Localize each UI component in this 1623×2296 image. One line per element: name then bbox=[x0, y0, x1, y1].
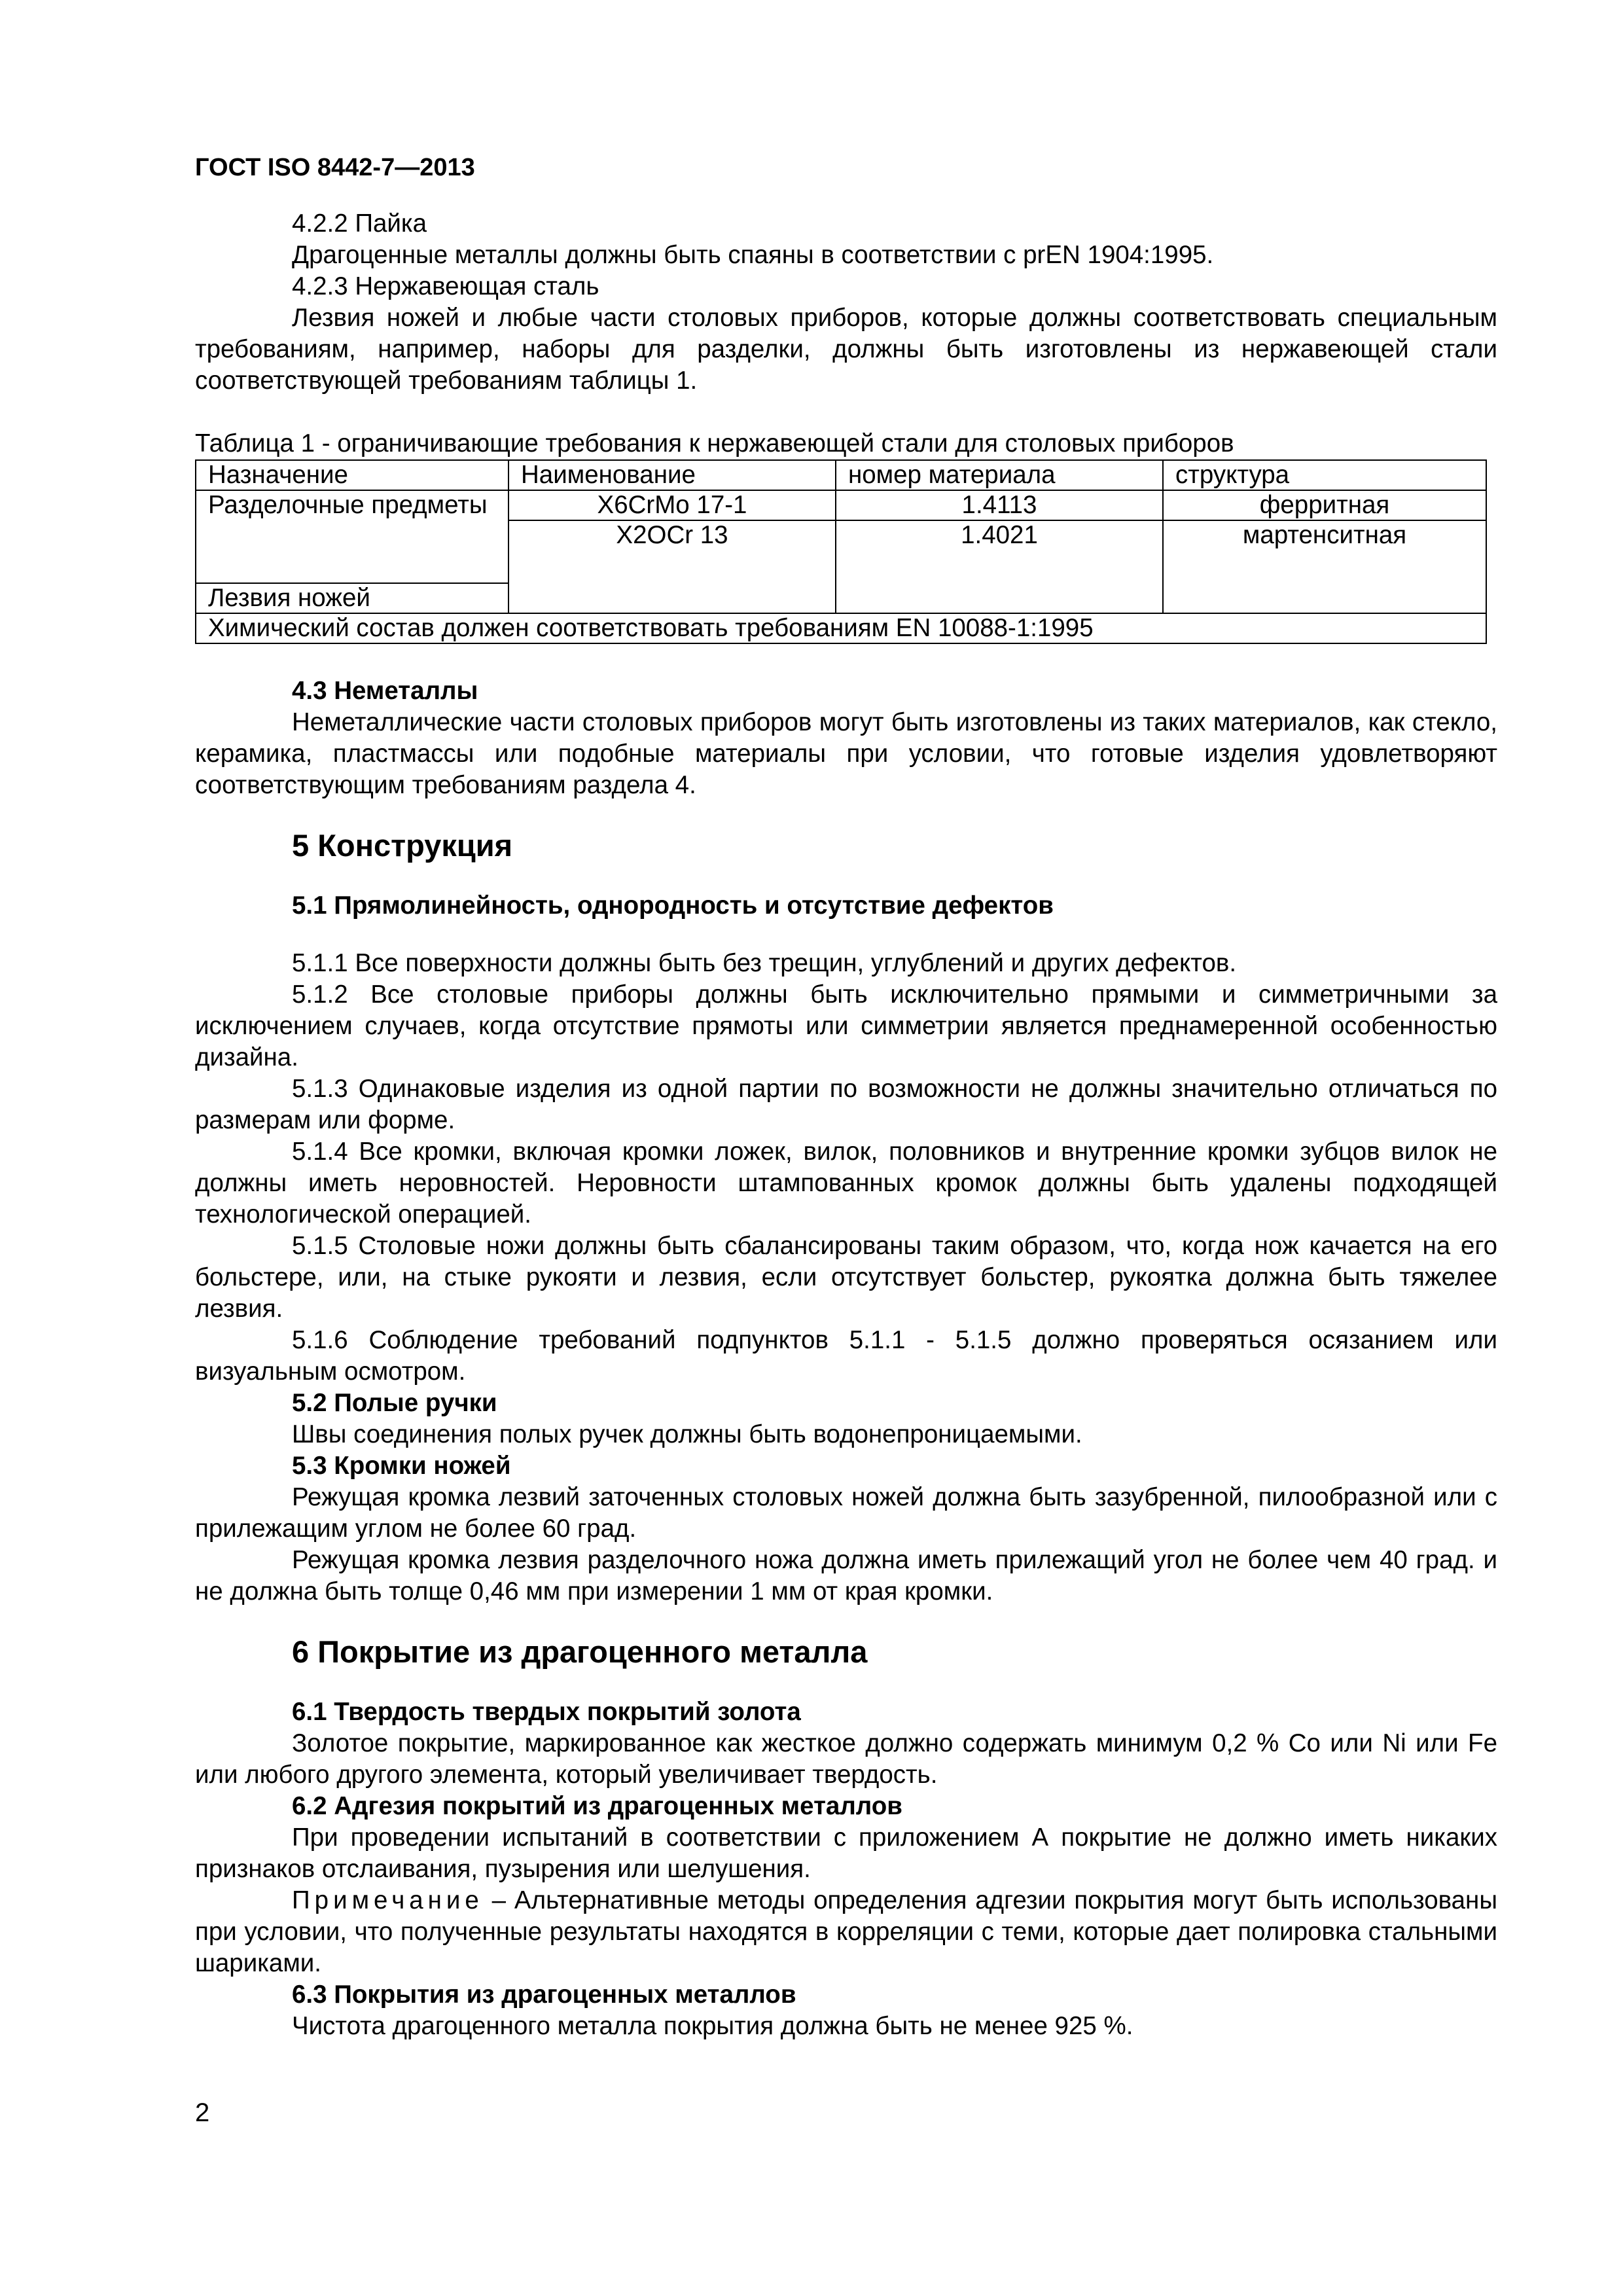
table-1 bbox=[195, 459, 1487, 644]
column-header: Наименование bbox=[508, 460, 836, 490]
column-header: структура bbox=[1163, 460, 1486, 490]
section-5-3-paragraph-2: Режущая кромка лезвия разделочного ножа должна иметь прилежащий угол не более чем 40 град. и не должна быть толще 0,46 мм при измерении 1 мм от края кромки. bbox=[195, 1546, 1497, 1605]
section-6-3-text: Чистота драгоценного металла покрытия должна быть не менее 925 %. bbox=[292, 2012, 1133, 2040]
table-cell-purpose: Разделочные предметы bbox=[196, 490, 508, 583]
clause-5-1-2: 5.1.2 Все столовые приборы должны быть исключительно прямыми и симметричными за исключением случаев, когда отсутствие прямоты или симметрии является преднамеренной особенностью дизайна. bbox=[195, 980, 1497, 1071]
note-label: Примечание bbox=[292, 1886, 484, 1914]
column-header: номер материала bbox=[836, 460, 1163, 490]
section-5-2-heading: 5.2 Полые ручки bbox=[292, 1389, 497, 1417]
table-1-caption: Таблица 1 - ограничивающие требования к нержавеющей стали для столовых приборов bbox=[195, 429, 1234, 457]
section-5-heading: 5 Конструкция bbox=[292, 828, 513, 863]
table-cell-number: 1.4021 bbox=[836, 520, 1163, 613]
section-4-2-3-text: Лезвия ножей и любые части столовых приборов, которые должны соответствовать специальным требованиям, например, наборы для разделки, должны быть изготовлены из нержавеющей стали соответствующей требованиям таблицы 1. bbox=[195, 304, 1497, 395]
column-header: Назначение bbox=[196, 460, 508, 490]
document-page bbox=[195, 152, 1497, 2042]
table-cell-purpose: Лезвия ножей bbox=[196, 583, 508, 613]
section-4-2-2-heading: 4.2.2 Пайка bbox=[292, 209, 427, 238]
table-cell-structure: ферритная bbox=[1163, 490, 1486, 520]
section-5-2-text: Швы соединения полых ручек должны быть водонепроницаемыми. bbox=[292, 1420, 1082, 1448]
clause-5-1-1: 5.1.1 Все поверхности должны быть без трещин, углублений и других дефектов. bbox=[292, 949, 1237, 977]
section-4-2-2-text: Драгоценные металлы должны быть спаяны в соответствии с prEN 1904:1995. bbox=[292, 241, 1214, 269]
section-6-1-text: Золотое покрытие, маркированное как жесткое должно содержать минимум 0,2 % Co или Ni или Fe или любого другого элемента, который увеличивает твердость. bbox=[195, 1729, 1497, 1789]
section-6-2-heading: 6.2 Адгезия покрытий из драгоценных металлов bbox=[292, 1792, 902, 1820]
table-footer-row bbox=[196, 613, 1486, 643]
clause-5-1-4: 5.1.4 Все кромки, включая кромки ложек, вилок, половников и внутренние кромки зубцов вилок не должны иметь неровностей. Неровности штампованных кромок должны быть удалены подходящей технологической операцией. bbox=[195, 1138, 1497, 1229]
section-4-3-text: Неметаллические части столовых приборов могут быть изготовлены из таких материалов, как стекло, керамика, пластмассы или подобные материалы при условии, что готовые изделия удовлетворяют соответствующим требованиям раздела 4. bbox=[195, 708, 1497, 799]
table-cell-name: X2OCr 13 bbox=[508, 520, 836, 613]
clause-5-1-3: 5.1.3 Одинаковые изделия из одной партии по возможности не должны значительно отличаться по размерам или форме. bbox=[195, 1075, 1497, 1134]
section-6-2-text: При проведении испытаний в соответствии с приложением А покрытие не должно иметь никаких признаков отслаивания, пузырения или шелушения. bbox=[195, 1823, 1497, 1883]
section-6-3-heading: 6.3 Покрытия из драгоценных металлов bbox=[292, 1981, 796, 2009]
section-4-3-heading: 4.3 Неметаллы bbox=[292, 677, 478, 705]
table-cell-name: X6CrMo 17-1 bbox=[508, 490, 836, 520]
clause-5-1-6: 5.1.6 Соблюдение требований подпунктов 5.1.1 - 5.1.5 должно проверяться осязанием или визуальным осмотром. bbox=[195, 1326, 1497, 1386]
table-cell-structure: мартенситная bbox=[1163, 520, 1486, 613]
section-6-1-heading: 6.1 Твердость твердых покрытий золота bbox=[292, 1698, 801, 1726]
section-6-heading: 6 Покрытие из драгоценного металла bbox=[292, 1634, 868, 1669]
section-5-3-heading: 5.3 Кромки ножей bbox=[292, 1452, 511, 1480]
document-header: ГОСТ ISO 8442-7—2013 bbox=[195, 154, 475, 181]
section-5-3-paragraph-1: Режущая кромка лезвий заточенных столовых ножей должна быть зазубренной, пилообразной или с прилежащим углом не более 60 град. bbox=[195, 1483, 1497, 1543]
table-row bbox=[196, 490, 1486, 520]
page-number: 2 bbox=[195, 2098, 210, 2127]
clause-5-1-5: 5.1.5 Столовые ножи должны быть сбалансированы таким образом, что, когда нож качается на его больстере, или, на стыке рукояти и лезвия, если отсутствует больстер, рукоятка должна быть тяжелее лезвия. bbox=[195, 1232, 1497, 1323]
section-5-1-heading: 5.1 Прямолинейность, однородность и отсутствие дефектов bbox=[292, 891, 1054, 920]
section-4-2-3-heading: 4.2.3 Нержавеющая сталь bbox=[292, 272, 599, 300]
table-header-row bbox=[196, 460, 1486, 490]
note-paragraph bbox=[195, 1885, 1497, 1979]
note-text: – Альтернативные методы определения адгезии покрытия могут быть использованы при условии, что полученные результаты находятся в корреляции с теми, которые дает полировка стальными шариками. bbox=[195, 1886, 1497, 1977]
table-footer-note: Химический состав должен соответствовать требованиям EN 10088-1:1995 bbox=[196, 613, 1486, 643]
table-cell-number: 1.4113 bbox=[836, 490, 1163, 520]
